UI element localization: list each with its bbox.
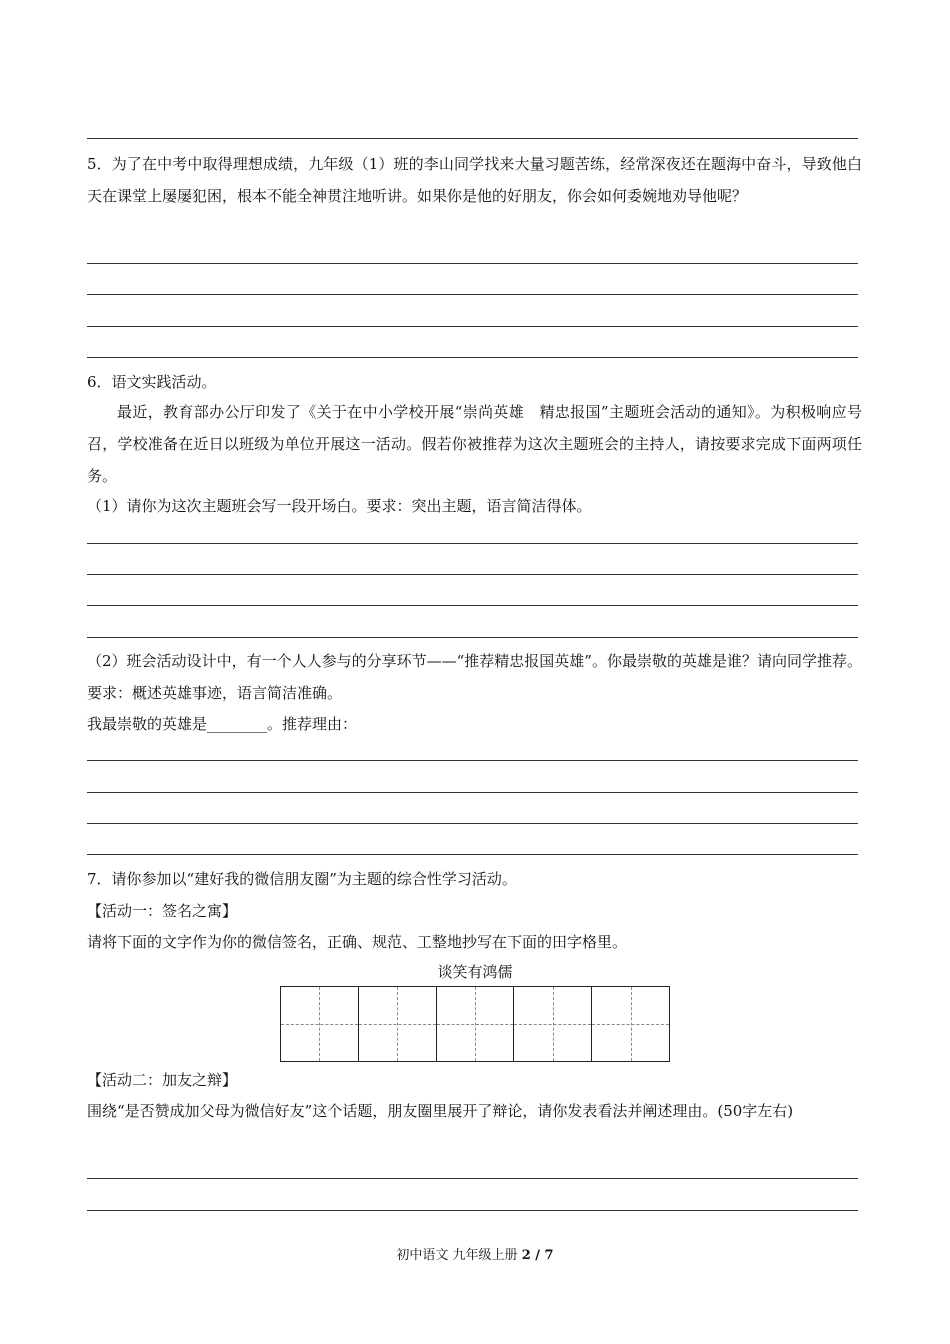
activity-1-instruction: 请将下面的文字作为你的微信签名，正确、规范、工整地抄写在下面的田字格里。 [87, 933, 628, 951]
page-number: 2 / 7 [521, 1248, 554, 1263]
answer-line[interactable] [87, 823, 858, 824]
question-5-text: 5．为了在中考中取得理想成绩，九年级（1）班的李山同学找来大量习题苦练，经常深夜还在题海中奋斗，导致他白天在课堂上屡屡犯困，根本不能全神贯注地听讲。如果你是他的好朋友，你会如何委婉地劝导他呢？ [87, 155, 862, 205]
grid-cell[interactable] [359, 987, 437, 1061]
grid-cell[interactable] [514, 987, 592, 1061]
answer-line[interactable] [87, 854, 858, 855]
activity-2-title: 【活动二：加友之辩】 [87, 1071, 238, 1089]
activity-1-title: 【活动一：签名之寓】 [87, 902, 238, 920]
answer-line[interactable] [87, 1178, 858, 1179]
activity-2-instruction: 围绕“是否赞成加父母为微信好友”这个话题，朋友圈里展开了辩论，请你发表看法并阐述理由。(50字左右) [87, 1102, 794, 1120]
grid-cell[interactable] [437, 987, 515, 1061]
grid-cell[interactable] [281, 987, 359, 1061]
question-7-title: 7．请你参加以“建好我的微信朋友圈”为主题的综合性学习活动。 [87, 870, 517, 888]
answer-line[interactable] [87, 326, 858, 327]
answer-line[interactable] [87, 294, 858, 295]
task-1-prompt: （1）请你为这次主题班会写一段开场白。要求：突出主题，语言简洁得体。 [87, 497, 592, 515]
hero-fill-line[interactable]: 我最崇敬的英雄是________。推荐理由： [87, 715, 358, 733]
answer-line[interactable] [87, 543, 858, 544]
answer-line[interactable] [87, 263, 858, 264]
task-2-prompt: （2）班会活动设计中，有一个人人参与的分享环节——“推荐精忠报国英雄”。你最崇敬的英雄是谁？请向同学推荐。要求：概述英雄事迹，语言简洁准确。 [87, 652, 862, 702]
answer-line[interactable] [87, 1210, 858, 1211]
answer-line[interactable] [87, 792, 858, 793]
answer-line[interactable] [87, 574, 858, 575]
page-footer [0, 1244, 950, 1263]
tianzige-grid[interactable] [280, 986, 670, 1062]
answer-line[interactable] [87, 138, 858, 139]
signature-text: 谈笑有鸿儒 [437, 963, 513, 981]
answer-line[interactable] [87, 637, 858, 638]
answer-line[interactable] [87, 357, 858, 358]
question-6-title: 6．语文实践活动。 [87, 373, 217, 391]
grid-cell[interactable] [592, 987, 669, 1061]
answer-line[interactable] [87, 760, 858, 761]
question-6-intro: 最近，教育部办公厅印发了《关于在中小学校开展“崇尚英雄 精忠报国”主题班会活动的通知》。为积极响应号召，学校准备在近日以班级为单位开展这一活动。假若你被推荐为这次主题班会的主持人，请按要求完成下面两项任务。 [87, 403, 862, 485]
answer-line[interactable] [87, 605, 858, 606]
footer-subject: 初中语文 九年级上册 [396, 1248, 518, 1263]
